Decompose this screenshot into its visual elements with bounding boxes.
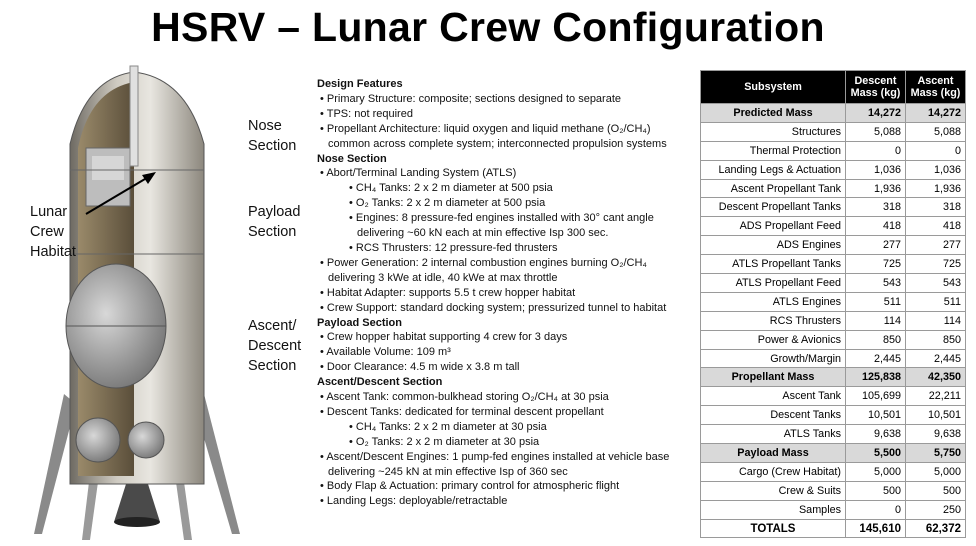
subsystem-cell: ATLS Propellant Tanks [701,255,846,274]
feature-item: • Primary Structure: composite; sections designed to separate [317,92,695,107]
subsystem-cell: ATLS Engines [701,292,846,311]
ascent-mass-cell: 9,638 [906,425,966,444]
feature-item: • Habitat Adapter: supports 5.5 t crew hopper habitat [317,286,695,301]
feature-item: • CH₄ Tanks: 2 x 2 m diameter at 500 psia [317,181,695,196]
descent-mass-cell: 0 [846,500,906,519]
subsystem-cell: Descent Tanks [701,406,846,425]
label-ascent-descent-section: Ascent/ Descent Section [248,318,302,374]
subsystem-cell: Propellant Mass [701,368,846,387]
ascent-mass-cell: 42,350 [906,368,966,387]
feature-item: • Abort/Terminal Landing System (ATLS) [317,166,695,181]
descent-mass-cell: 318 [846,198,906,217]
table-row [701,481,966,500]
feature-item: • Crew hopper habitat supporting 4 crew for 3 days [317,330,695,345]
subsystem-cell: Descent Propellant Tanks [701,198,846,217]
table-row [701,349,966,368]
feature-item: • RCS Thrusters: 12 pressure-fed thrusters [317,241,695,256]
mass-table [700,70,966,538]
subsystem-cell: ATLS Propellant Feed [701,274,846,293]
descent-mass-cell: 125,838 [846,368,906,387]
group-row [701,104,966,123]
subsystem-cell: Power & Avionics [701,330,846,349]
ascent-mass-cell: 22,211 [906,387,966,406]
ascent-mass-cell: 5,000 [906,462,966,481]
descent-mass-cell: 511 [846,292,906,311]
table-row [701,236,966,255]
feature-item: • Descent Tanks: dedicated for terminal descent propellant [317,405,695,420]
subsystem-cell: Cargo (Crew Habitat) [701,462,846,481]
descent-mass-cell: 277 [846,236,906,255]
ascent-mass-cell: 10,501 [906,406,966,425]
design-features-list [317,77,695,509]
table-row [701,311,966,330]
descent-mass-cell: 2,445 [846,349,906,368]
group-row [701,368,966,387]
feature-item: • Door Clearance: 4.5 m wide x 3.8 m tall [317,360,695,375]
table-row [701,217,966,236]
label-payload-section: Payload Section [248,204,301,240]
table-row [701,141,966,160]
descent-mass-cell: 0 [846,141,906,160]
ascent-mass-cell: 1,936 [906,179,966,198]
header-ascent-mass: Ascent Mass (kg) [906,71,966,104]
ascent-mass-cell: 511 [906,292,966,311]
mass-table-header [701,71,966,104]
subsystem-cell: Growth/Margin [701,349,846,368]
descent-mass-cell: 1,936 [846,179,906,198]
ascent-mass-cell: 2,445 [906,349,966,368]
feature-item: • Ascent/Descent Engines: 1 pump-fed engines installed at vehicle base delivering ~245 kN at min effective Isp of 360 sec [317,450,695,480]
feature-item: • Crew Support: standard docking system; pressurized tunnel to habitat [317,301,695,316]
feature-item: • Body Flap & Actuation: primary control for atmospheric flight [317,479,695,494]
table-row [701,160,966,179]
subsystem-cell: Predicted Mass [701,104,846,123]
ascent-mass-cell: 418 [906,217,966,236]
feature-item: • CH₄ Tanks: 2 x 2 m diameter at 30 psia [317,420,695,435]
table-row [701,330,966,349]
subsystem-cell: Ascent Propellant Tank [701,179,846,198]
descent-mass-cell: 543 [846,274,906,293]
feature-item: • Power Generation: 2 internal combustion engines burning O₂/CH₄ delivering 3 kWe at idle, 40 kWe at max throttle [317,256,695,286]
habitat-arrow [84,170,160,216]
header-descent-mass: Descent Mass (kg) [846,71,906,104]
descent-mass-cell: 850 [846,330,906,349]
ascent-mass-cell: 850 [906,330,966,349]
label-nose-section: Nose Section [248,118,297,154]
subsystem-cell: ATLS Tanks [701,425,846,444]
descent-mass-cell: 10,501 [846,406,906,425]
label-lunar-crew-habitat: Lunar Crew Habitat [30,204,76,260]
subsystem-cell: Thermal Protection [701,141,846,160]
feature-item: • Ascent Tank: common-bulkhead storing O₂/CH₄ at 30 psia [317,390,695,405]
ascent-mass-cell: 0 [906,141,966,160]
table-row [701,122,966,141]
feature-heading: Design Features [317,78,403,90]
subsystem-cell: RCS Thrusters [701,311,846,330]
ascent-mass-cell: 725 [906,255,966,274]
feature-item: • Propellant Architecture: liquid oxygen and liquid methane (O₂/CH₄) common across complete system; interconnected propulsion systems [317,122,695,152]
group-row [701,444,966,463]
subsystem-cell: Samples [701,500,846,519]
header-subsystem: Subsystem [701,71,846,104]
ascent-mass-cell: 277 [906,236,966,255]
table-row [701,292,966,311]
descent-mass-cell: 9,638 [846,425,906,444]
subsystem-cell: Ascent Tank [701,387,846,406]
table-row [701,198,966,217]
descent-mass-cell: 114 [846,311,906,330]
feature-item: • Engines: 8 pressure-fed engines installed with 30° cant angle delivering ~60 kN each at min effective Isp 300 sec. [317,211,695,241]
descent-mass-cell: 5,088 [846,122,906,141]
ascent-mass-cell: 318 [906,198,966,217]
table-row [701,406,966,425]
table-row [701,274,966,293]
ascent-mass-cell: 5,750 [906,444,966,463]
descent-mass-cell: 418 [846,217,906,236]
subsystem-cell: ADS Propellant Feed [701,217,846,236]
table-row [701,255,966,274]
table-row [701,462,966,481]
ascent-mass-cell: 1,036 [906,160,966,179]
descent-mass-cell: 5,500 [846,444,906,463]
subsystem-cell: Structures [701,122,846,141]
feature-heading: Payload Section [317,316,402,329]
table-row [701,179,966,198]
descent-mass-cell: 5,000 [846,462,906,481]
descent-mass-cell: 145,610 [846,519,906,538]
ascent-mass-cell: 114 [906,311,966,330]
feature-heading: Nose Section [317,152,387,165]
descent-mass-cell: 725 [846,255,906,274]
ascent-mass-cell: 250 [906,500,966,519]
feature-item: • O₂ Tanks: 2 x 2 m diameter at 500 psia [317,196,695,211]
ascent-mass-cell: 500 [906,481,966,500]
table-row [701,425,966,444]
feature-item: • Available Volume: 109 m³ [317,345,695,360]
descent-mass-cell: 1,036 [846,160,906,179]
subsystem-cell: TOTALS [701,519,846,538]
descent-mass-cell: 14,272 [846,104,906,123]
page-title: HSRV – Lunar Crew Configuration [151,4,825,50]
subsystem-cell: Payload Mass [701,444,846,463]
table-row [701,500,966,519]
subsystem-cell: Crew & Suits [701,481,846,500]
vehicle-cutaway-illustration [26,64,248,542]
ascent-mass-cell: 62,372 [906,519,966,538]
feature-item: • TPS: not required [317,107,695,122]
table-row [701,387,966,406]
feature-heading: Ascent/Descent Section [317,376,443,389]
feature-item: • Landing Legs: deployable/retractable [317,494,695,509]
ascent-mass-cell: 14,272 [906,104,966,123]
ascent-mass-cell: 543 [906,274,966,293]
ascent-mass-cell: 5,088 [906,122,966,141]
subsystem-cell: Landing Legs & Actuation [701,160,846,179]
descent-mass-cell: 105,699 [846,387,906,406]
descent-mass-cell: 500 [846,481,906,500]
totals-row [701,519,966,538]
subsystem-cell: ADS Engines [701,236,846,255]
feature-item: • O₂ Tanks: 2 x 2 m diameter at 30 psia [317,435,695,450]
